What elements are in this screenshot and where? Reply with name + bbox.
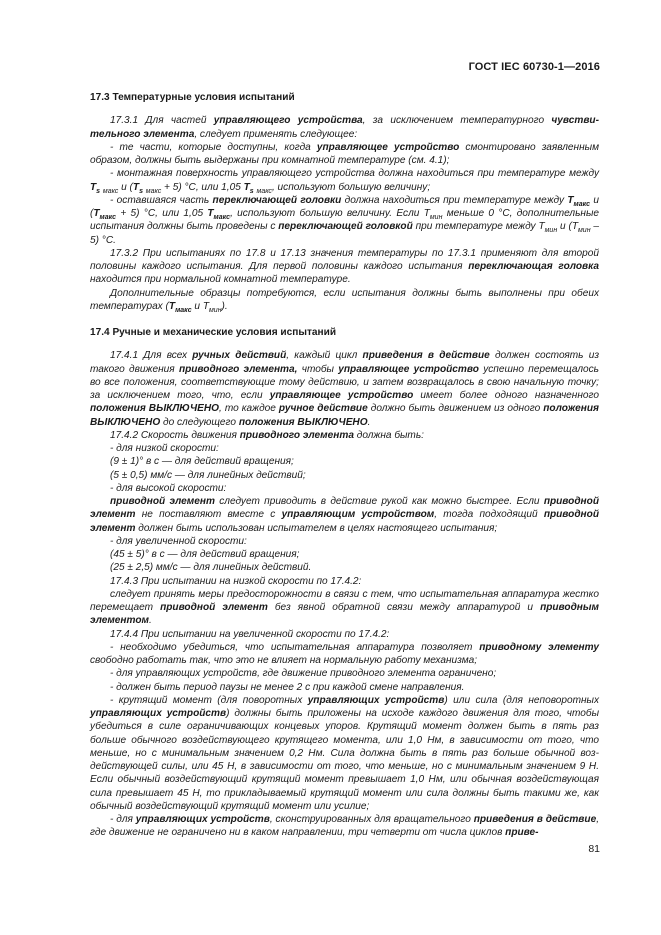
page-number: 81	[588, 843, 600, 855]
standard-header: ГОСТ IEC 60730-1—2016	[468, 61, 600, 73]
section-title-17-3: 17.3 Температурные условия испытаний	[90, 92, 295, 103]
list-item: - должен быть период паузы не менее 2 с при каждой смене направления.	[110, 681, 465, 693]
list-item: приводной элемент следует приводить в действие рукой как можно быстрее. Если приводной элемент не поставляют вместе с управляющим устройством, тогда подходящий приводной элемент должен быть использован испытателем в целях настоящего испытания;	[90, 496, 599, 534]
document-body	[90, 90, 599, 840]
list-item: - те части, которые доступны, когда управляющее устройство смонтировано заявленным образом, должны быть выдержаны при комнатной температуре (см. 4.1);	[90, 141, 599, 166]
list-item: - для увеличенной скорости:	[110, 535, 247, 547]
list-item: - для низкой скорости:	[110, 443, 219, 454]
paragraph-additional-samples: Дополнительные образцы потребуются, если испытания должны быть выполнены при обеих температурах ($T_{макс}$ и $T_{мин}$).	[90, 287, 599, 314]
paragraph-17-4-2: 17.4.2 Скорость движения приводного элемента должна быть:	[110, 429, 424, 441]
list-item: - для управляющих устройств, сконструированных для вращательного приведения в действие, где движение не ограничено ни в каком направлении, три четверти от числа циклов приве-	[90, 814, 599, 839]
list-item: - для высокой скорости:	[110, 482, 227, 494]
list-item: - крутящий момент (для поворотных управляющих устройств) или сила (для неповоротных управляющих устройств) должны быть приложены на исходе каждого движения для того, чтобы убедиться в силе ограничивающих концевых упоров. Крутящий момент должен быть в пять раз больше обычного воздействующего крутящего момента, или 1,0 Нм, в зависимости от того, что меньше, но с минимальным значением 0,2 Нм. Сила должна быть в пять раз больше обычной воздействующей силы, или 45 Н, в зависимости от того, что меньше, но с минимальным значением 9 Н. Если обычный воздействующий крутящий момент превышает 1,0 Нм, или обычная воздействующая сила превышает 45 Н, то прикладываемый крутящий момент или сила должны быть такими же, как обычный воздействующий крутящий момент или усилие;	[90, 694, 600, 812]
list-item: - необходимо убедиться, что испытательная аппаратура позволяет приводному элементу свободно работать так, что это не влияет на нормальную работу механизма;	[90, 641, 599, 666]
paragraph-17-4-3: 17.4.3 При испытании на низкой скорости по 17.4.2:	[110, 575, 362, 587]
paragraph-17-3-1: 17.3.1 Для частей управляющего устройства, за исключением температурного чувствительного элемента, следует применять следующее:	[90, 115, 599, 140]
paragraph-17-3-2: 17.3.2 При испытаниях по 17.8 и 17.13 значения температуры по 17.3.1 применяют для второй половины каждого испытания. Для первой половины каждого испытания переключающая головка находится при нормальной комнатной температуре.	[90, 247, 599, 286]
paragraph-precautions: следует принять меры предосторожности в связи с тем, что испытательная аппаратура жестко перемещает приводной элемент без явной обратной связи между аппаратурой и приводным элементом.	[90, 588, 599, 627]
list-item: - оставшаяся часть переключающей головки должна находиться при температуре между $T_{макс}$ и $(T_{макс} + 5)$ °С, или 1,05 $T_{макс}$, используют большую величину. Если $T_{мин}$ меньше 0 °С, дополнительные испытания должны быть проведены с переключающей головкой при температуре между $T_{мин}$ и $(T_{мин} - 5)$ °С.	[90, 194, 599, 246]
section-title-17-4: 17.4 Ручные и механические условия испытаний	[90, 327, 337, 338]
list-item: (9 ± 1)° в с — для действий вращения;	[110, 456, 294, 468]
list-item: (5 ± 0,5) мм/с — для линейных действий;	[110, 469, 306, 481]
list-item: (45 ± 5)° в с — для действий вращения;	[110, 549, 300, 560]
paragraph-17-4-4: 17.4.4 При испытании на увеличенной скорости по 17.4.2:	[110, 628, 390, 640]
list-item: - для управляющих устройств, где движение приводного элемента ограничено;	[110, 668, 497, 680]
list-item: (25 ± 2,5) мм/с — для линейных действий.	[110, 562, 312, 574]
list-item: - монтажная поверхность управляющего устройства должна находиться при температуре между $T_s$ $_{макс}$ и ($T_s$ $_{макс}$ + 5) °С, или 1,05 $T_s$ $_{макс}$, используют большую величину;	[90, 168, 599, 195]
paragraph-17-4-1: 17.4.1 Для всех ручных действий, каждый цикл приведения в действие должен состоять из такого движения приводного элемента, чтобы управляющее устройство успешно перемещалось во все положения, соответствующие тому действию, и затем возвращалось в свою начальную точку; за исключением того, что, если управляющее устройство имеет более одного назначенного положения ВЫКЛЮЧЕНО, то каждое ручное действие должно быть движением из одного положения ВЫКЛЮЧЕНО до следующего положения ВЫКЛЮЧЕНО.	[90, 350, 600, 428]
